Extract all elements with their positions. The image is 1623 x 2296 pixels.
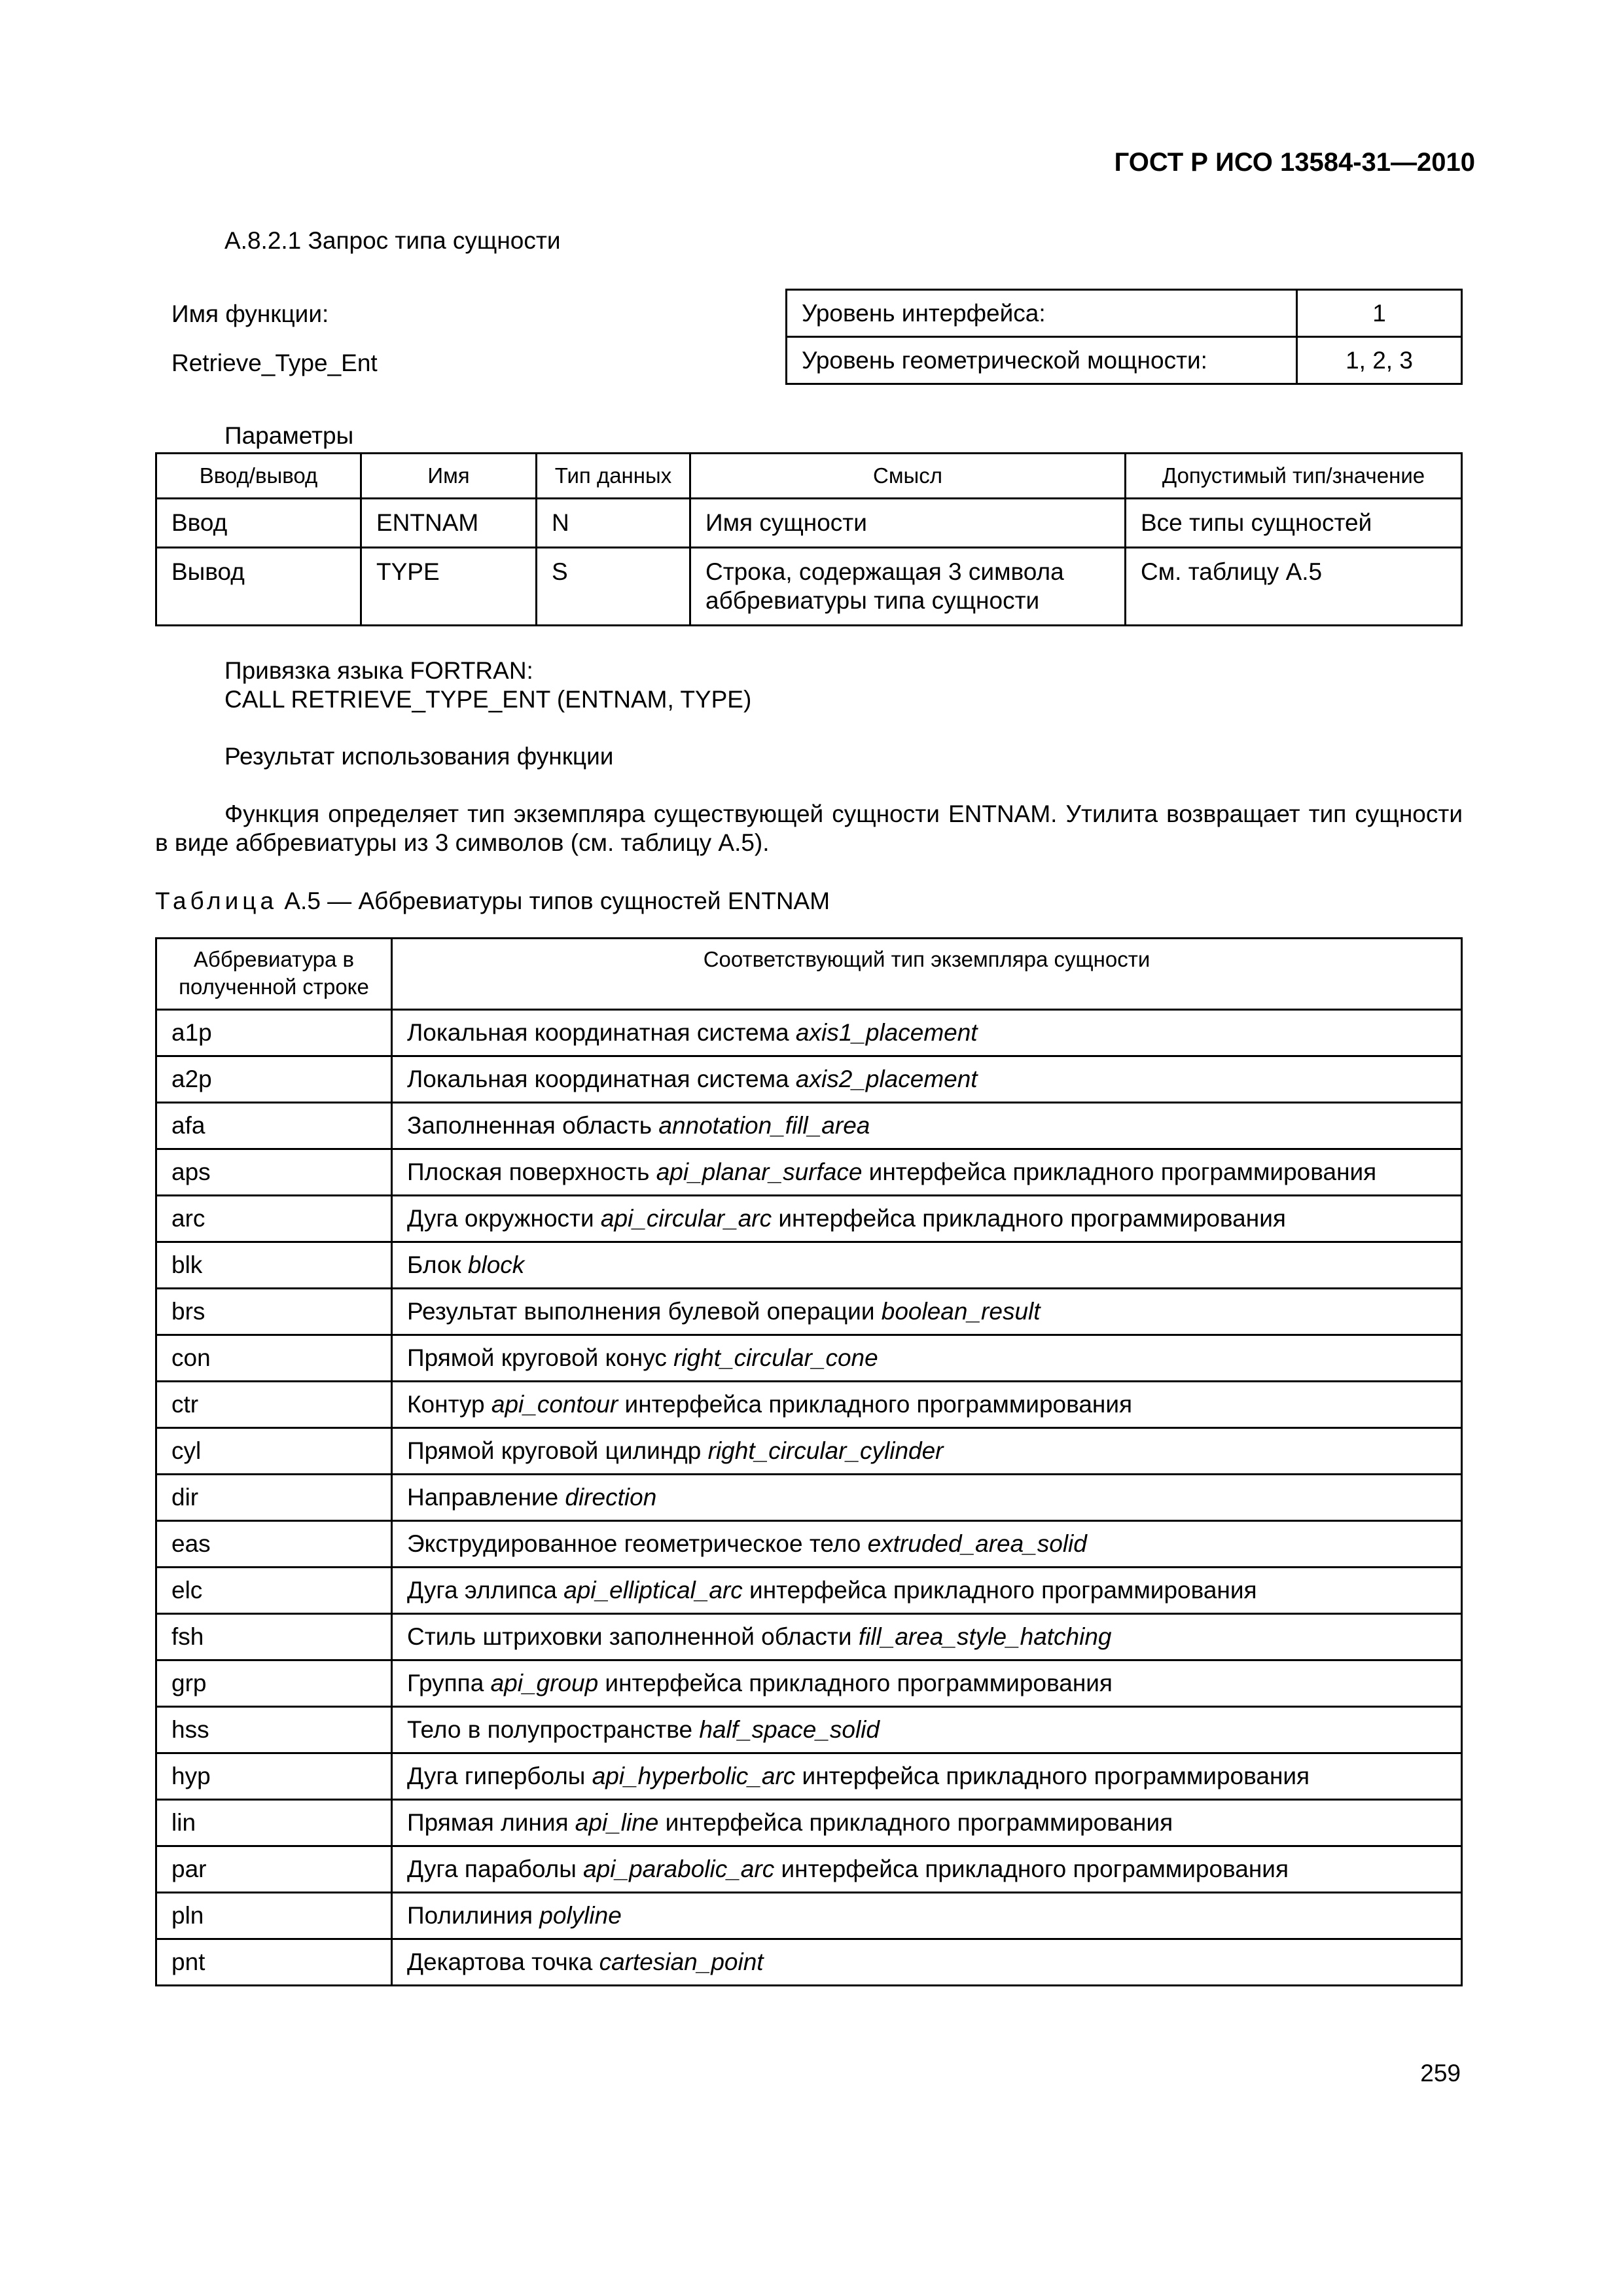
entity-type-description: Тело в полупространстве bbox=[407, 1716, 700, 1743]
table-cell: Ввод bbox=[156, 499, 361, 548]
entity-type-cell bbox=[392, 1335, 1462, 1382]
abbreviations-table bbox=[155, 937, 1463, 1986]
entity-type-term: api_elliptical_arc bbox=[563, 1577, 743, 1604]
document-header: ГОСТ Р ИСО 13584-31—2010 bbox=[1114, 148, 1475, 177]
table-row bbox=[156, 548, 1462, 626]
entity-type-description: Результат выполнения булевой операции bbox=[407, 1298, 882, 1325]
table-cell: Строка, содержащая 3 символа аббревиатуры типа сущности bbox=[690, 548, 1126, 626]
params-table bbox=[155, 452, 1463, 626]
entity-type-description: Дуга эллипса bbox=[407, 1577, 564, 1604]
entity-type-description: Заполненная область bbox=[407, 1112, 659, 1139]
entity-type-cell bbox=[392, 1242, 1462, 1289]
entity-type-term: right_circular_cone bbox=[673, 1344, 878, 1371]
table-row bbox=[156, 1614, 1462, 1660]
entity-type-term: axis2_placement bbox=[795, 1066, 978, 1092]
entity-type-description: Группа bbox=[407, 1670, 491, 1696]
column-header: Соответствующий тип экземпляра сущности bbox=[392, 939, 1462, 1010]
entity-type-cell bbox=[392, 1428, 1462, 1475]
entity-type-cell bbox=[392, 1753, 1462, 1800]
entity-type-suffix: интерфейса прикладного программирования bbox=[862, 1158, 1377, 1185]
entity-type-description: Дуга гиперболы bbox=[407, 1763, 592, 1789]
table-row bbox=[156, 1196, 1462, 1242]
abbreviation-cell: blk bbox=[156, 1242, 392, 1289]
entity-type-term: extruded_area_solid bbox=[867, 1530, 1087, 1557]
entity-type-term: right_circular_cylinder bbox=[707, 1437, 944, 1464]
table-row bbox=[787, 290, 1462, 337]
abbreviation-cell: aps bbox=[156, 1149, 392, 1196]
entity-type-term: fill_area_style_hatching bbox=[858, 1623, 1112, 1650]
entity-type-description: Направление bbox=[407, 1484, 565, 1511]
abbreviation-cell: arc bbox=[156, 1196, 392, 1242]
table-row bbox=[156, 1939, 1462, 1986]
column-header: Допустимый тип/значение bbox=[1126, 454, 1462, 499]
table-cell: N bbox=[537, 499, 690, 548]
entity-type-suffix: интерфейса прикладного программирования bbox=[774, 1856, 1289, 1882]
entity-type-term: cartesian_point bbox=[599, 1948, 764, 1975]
abbreviation-cell: dir bbox=[156, 1475, 392, 1521]
abbreviation-cell: hss bbox=[156, 1707, 392, 1753]
entity-type-term: api_parabolic_arc bbox=[583, 1856, 775, 1882]
entity-type-term: api_circular_arc bbox=[600, 1205, 772, 1232]
column-header: Аббревиатура в полученной строке bbox=[156, 939, 392, 1010]
entity-type-term: api_group bbox=[490, 1670, 599, 1696]
entity-type-cell bbox=[392, 1614, 1462, 1660]
abbreviation-cell: afa bbox=[156, 1103, 392, 1149]
abbreviation-cell: grp bbox=[156, 1660, 392, 1707]
entity-type-cell bbox=[392, 1196, 1462, 1242]
entity-type-description: Полилиния bbox=[407, 1902, 540, 1929]
entity-type-description: Прямой круговой цилиндр bbox=[407, 1437, 708, 1464]
table-header-row bbox=[156, 939, 1462, 1010]
entity-type-cell bbox=[392, 1939, 1462, 1986]
table-row bbox=[787, 337, 1462, 384]
entity-type-cell bbox=[392, 1010, 1462, 1056]
abbreviation-cell: a2p bbox=[156, 1056, 392, 1103]
abbreviation-cell: elc bbox=[156, 1568, 392, 1614]
function-name-label: Имя функции: bbox=[171, 300, 329, 327]
table-row bbox=[156, 1103, 1462, 1149]
entity-type-term: annotation_fill_area bbox=[658, 1112, 870, 1139]
entity-type-cell bbox=[392, 1056, 1462, 1103]
geometry-level-value: 1, 2, 3 bbox=[1297, 337, 1462, 384]
table-row bbox=[156, 1010, 1462, 1056]
entity-type-cell bbox=[392, 1475, 1462, 1521]
entity-type-description: Плоская поверхность bbox=[407, 1158, 656, 1185]
interface-level-value: 1 bbox=[1297, 290, 1462, 337]
table-caption bbox=[155, 887, 830, 916]
table-cell: См. таблицу А.5 bbox=[1126, 548, 1462, 626]
table-row bbox=[156, 1846, 1462, 1893]
entity-type-description: Декартова точка bbox=[407, 1948, 599, 1975]
table-cell: Вывод bbox=[156, 548, 361, 626]
table-cell: TYPE bbox=[361, 548, 537, 626]
entity-type-description: Контур bbox=[407, 1391, 491, 1418]
entity-type-term: boolean_result bbox=[881, 1298, 1041, 1325]
entity-type-description: Локальная координатная система bbox=[407, 1066, 796, 1092]
section-heading: А.8.2.1 Запрос типа сущности bbox=[224, 227, 561, 254]
table-row bbox=[156, 1893, 1462, 1939]
column-header: Ввод/вывод bbox=[156, 454, 361, 499]
column-header: Имя bbox=[361, 454, 537, 499]
entity-type-term: direction bbox=[565, 1484, 657, 1511]
entity-type-cell bbox=[392, 1149, 1462, 1196]
function-name-value: Retrieve_Type_Ent bbox=[171, 350, 378, 376]
abbreviation-cell: par bbox=[156, 1846, 392, 1893]
entity-type-cell bbox=[392, 1707, 1462, 1753]
table-cell: S bbox=[537, 548, 690, 626]
table-row bbox=[156, 1242, 1462, 1289]
table-row bbox=[156, 1289, 1462, 1335]
abbreviation-cell: eas bbox=[156, 1521, 392, 1568]
table-row bbox=[156, 1660, 1462, 1707]
page-number: 259 bbox=[1420, 2060, 1461, 2087]
abbreviation-cell: lin bbox=[156, 1800, 392, 1846]
fortran-call: CALL RETRIEVE_TYPE_ENT (ENTNAM, TYPE) bbox=[224, 686, 752, 713]
abbreviation-cell: ctr bbox=[156, 1382, 392, 1428]
entity-type-cell bbox=[392, 1568, 1462, 1614]
params-title: Параметры bbox=[224, 422, 354, 449]
entity-type-term: block bbox=[467, 1251, 525, 1278]
table-row bbox=[156, 1753, 1462, 1800]
abbreviations-body bbox=[156, 1010, 1462, 1986]
entity-type-cell bbox=[392, 1289, 1462, 1335]
entity-type-description: Локальная координатная система bbox=[407, 1019, 796, 1046]
entity-type-description: Прямая линия bbox=[407, 1809, 575, 1836]
abbreviation-cell: cyl bbox=[156, 1428, 392, 1475]
entity-type-term: half_space_solid bbox=[699, 1716, 880, 1743]
entity-type-description: Прямой круговой конус bbox=[407, 1344, 674, 1371]
table-header-row bbox=[156, 454, 1462, 499]
entity-type-cell bbox=[392, 1521, 1462, 1568]
entity-type-suffix: интерфейса прикладного программирования bbox=[795, 1763, 1310, 1789]
entity-type-description: Стиль штриховки заполненной области bbox=[407, 1623, 859, 1650]
table-row bbox=[156, 1800, 1462, 1846]
entity-type-cell bbox=[392, 1382, 1462, 1428]
table-cell: ENTNAM bbox=[361, 499, 537, 548]
result-paragraph: Функция определяет тип экземпляра существующей сущности ENTNAM. Утилита возвращает тип сущности в виде аббревиатуры из 3 символов (см. таблицу А.5). bbox=[155, 800, 1463, 856]
table-cell: Имя сущности bbox=[690, 499, 1126, 548]
result-heading: Результат использования функции bbox=[224, 743, 614, 770]
entity-type-suffix: интерфейса прикладного программирования bbox=[598, 1670, 1113, 1696]
column-header: Смысл bbox=[690, 454, 1126, 499]
table-row bbox=[156, 1149, 1462, 1196]
table-row bbox=[156, 1382, 1462, 1428]
entity-type-suffix: интерфейса прикладного программирования bbox=[742, 1577, 1257, 1604]
entity-type-suffix: интерфейса прикладного программирования bbox=[772, 1205, 1286, 1232]
table-row bbox=[156, 1335, 1462, 1382]
table-row bbox=[156, 1521, 1462, 1568]
entity-type-description: Блок bbox=[407, 1251, 468, 1278]
entity-type-term: api_contour bbox=[491, 1391, 618, 1418]
entity-type-description: Дуга окружности bbox=[407, 1205, 601, 1232]
entity-type-cell bbox=[392, 1800, 1462, 1846]
abbreviation-cell: pln bbox=[156, 1893, 392, 1939]
table-row bbox=[156, 1056, 1462, 1103]
abbreviation-cell: hyp bbox=[156, 1753, 392, 1800]
entity-type-cell bbox=[392, 1660, 1462, 1707]
entity-type-term: axis1_placement bbox=[795, 1019, 978, 1046]
entity-type-description: Экструдированное геометрическое тело bbox=[407, 1530, 868, 1557]
geometry-level-label: Уровень геометрической мощности: bbox=[787, 337, 1297, 384]
entity-type-term: api_line bbox=[575, 1809, 659, 1836]
table-row bbox=[156, 1568, 1462, 1614]
levels-table bbox=[785, 289, 1463, 385]
entity-type-term: api_hyperbolic_arc bbox=[592, 1763, 796, 1789]
abbreviation-cell: pnt bbox=[156, 1939, 392, 1986]
entity-type-suffix: интерфейса прикладного программирования bbox=[658, 1809, 1173, 1836]
entity-type-suffix: интерфейса прикладного программирования bbox=[618, 1391, 1133, 1418]
table-caption-text: А.5 — Аббревиатуры типов сущностей ENTNAM bbox=[284, 888, 830, 914]
abbreviation-cell: a1p bbox=[156, 1010, 392, 1056]
table-row bbox=[156, 1707, 1462, 1753]
table-cell: Все типы сущностей bbox=[1126, 499, 1462, 548]
abbreviation-cell: fsh bbox=[156, 1614, 392, 1660]
table-row bbox=[156, 1475, 1462, 1521]
table-row bbox=[156, 1428, 1462, 1475]
entity-type-term: polyline bbox=[539, 1902, 622, 1929]
interface-level-label: Уровень интерфейса: bbox=[787, 290, 1297, 337]
entity-type-cell bbox=[392, 1893, 1462, 1939]
table-caption-word: Таблица bbox=[155, 888, 278, 914]
entity-type-cell bbox=[392, 1103, 1462, 1149]
abbreviation-cell: con bbox=[156, 1335, 392, 1382]
abbreviation-cell: brs bbox=[156, 1289, 392, 1335]
fortran-label: Привязка языка FORTRAN: bbox=[224, 657, 533, 684]
column-header: Тип данных bbox=[537, 454, 690, 499]
entity-type-cell bbox=[392, 1846, 1462, 1893]
entity-type-description: Дуга параболы bbox=[407, 1856, 584, 1882]
table-row bbox=[156, 499, 1462, 548]
entity-type-term: api_planar_surface bbox=[656, 1158, 863, 1185]
